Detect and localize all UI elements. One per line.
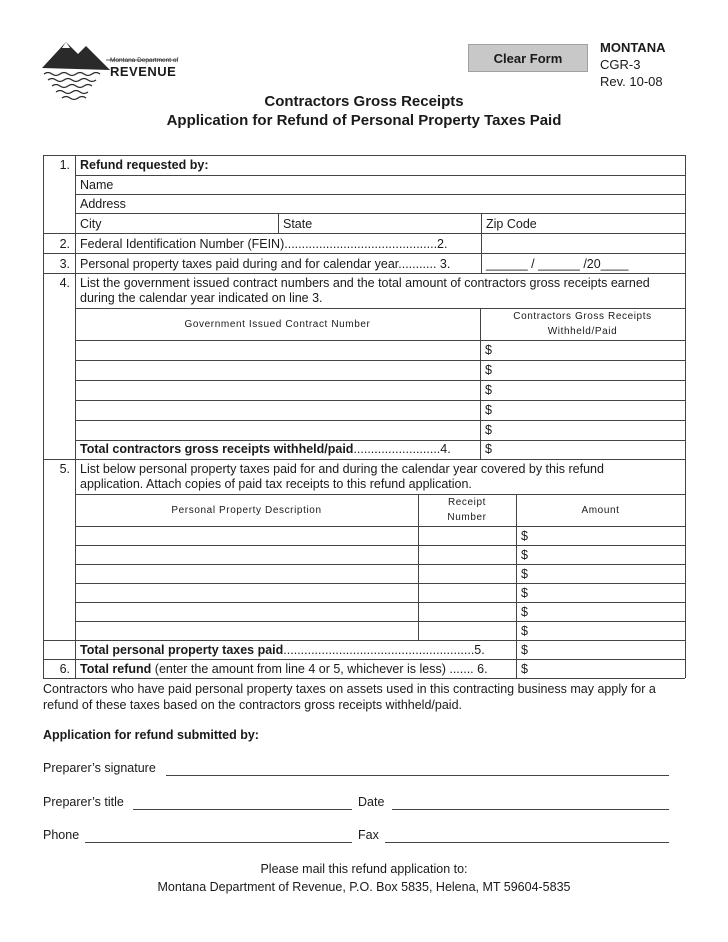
property-description-column-header: Personal Property Description — [171, 505, 322, 516]
agency-name: REVENUE — [110, 64, 177, 79]
signature-field[interactable] — [166, 775, 669, 776]
total-refund-instructions: (enter the amount from line 4 or 5, whichever is less) ....... 6. — [154, 662, 488, 676]
fax-field[interactable] — [385, 842, 669, 843]
property-amount-field[interactable]: $ — [521, 548, 528, 562]
withheld-column-header: Contractors Gross Receipts — [513, 311, 652, 322]
signature-label: Preparer’s signature — [43, 761, 156, 775]
total-refund-field[interactable]: $ — [521, 662, 528, 676]
phone-field[interactable] — [85, 842, 352, 843]
eligibility-note-cont: refund of these taxes based on the contractors gross receipts withheld/paid. — [43, 698, 462, 712]
mail-instructions: Please mail this refund application to: — [260, 862, 468, 876]
line-number-3: 3. — [59, 257, 70, 271]
address-field[interactable]: Address — [80, 197, 126, 211]
receipt-number-fields[interactable] — [419, 527, 515, 639]
page-subtitle: Application for Refund of Personal Property Taxes Paid — [166, 112, 562, 129]
contract-number-column-header: Government Issued Contract Number — [184, 319, 371, 330]
property-amount-field[interactable]: $ — [521, 567, 528, 581]
line4-instructions: List the government issued contract numbers and the total amount of contractors gross receipts earned — [80, 276, 650, 290]
calendar-year-field[interactable]: ______ / ______ /20____ — [486, 257, 629, 271]
fein-field[interactable] — [481, 234, 685, 253]
line-number-4: 4. — [59, 276, 70, 290]
line5-instructions-cont: application. Attach copies of paid tax receipts to this refund application. — [80, 477, 472, 491]
total-refund-row — [80, 662, 488, 676]
line-number-5: 5. — [59, 462, 70, 476]
revision: Rev. 10-08 — [600, 74, 663, 89]
property-amount-field[interactable]: $ — [521, 605, 528, 619]
withheld-column-header-cont: Withheld/Paid — [547, 326, 618, 337]
zip-code-field[interactable]: Zip Code — [486, 217, 537, 231]
line4-instructions-cont: during the calendar year indicated on line 3. — [80, 291, 323, 305]
state-name: MONTANA — [600, 40, 666, 55]
property-amount-field[interactable]: $ — [521, 586, 528, 600]
clear-form-button[interactable]: Clear Form — [468, 44, 588, 72]
line5-total-label: Total personal property taxes paid — [80, 643, 284, 657]
city-field[interactable]: City — [80, 217, 102, 231]
line4-total-row — [80, 442, 451, 456]
receipt-column-header: Receipt — [447, 497, 487, 508]
line-number-1: 1. — [59, 158, 70, 172]
fein-label: Federal Identification Number (FEIN)............................................2. — [80, 237, 448, 251]
line5-total-row — [80, 643, 485, 657]
line-number-6: 6. — [59, 662, 70, 676]
taxes-paid-year-label: Personal property taxes paid during and for calendar year........... 3. — [80, 257, 451, 271]
refund-requested-label: Refund requested by: — [80, 158, 209, 172]
line-number-2: 2. — [59, 237, 70, 251]
total-refund-label: Total refund — [80, 662, 152, 676]
preparer-title-label: Preparer’s title — [43, 795, 124, 809]
receipt-column-header-cont: Number — [447, 512, 487, 523]
date-label: Date — [358, 795, 385, 809]
preparer-title-field[interactable] — [133, 809, 352, 810]
mountain-icon — [42, 42, 110, 70]
phone-label: Phone — [43, 828, 80, 842]
date-field[interactable] — [392, 809, 669, 810]
line5-total-field[interactable]: $ — [521, 643, 528, 657]
eligibility-note: Contractors who have paid personal property taxes on assets used in this contracting business may apply for a — [43, 682, 656, 696]
name-field[interactable]: Name — [80, 178, 114, 192]
property-amount-field[interactable]: $ — [521, 529, 528, 543]
line5-instructions: List below personal property taxes paid for and during the calendar year covered by this refund — [80, 462, 604, 476]
agency-small-text: Montana Department of — [110, 57, 179, 64]
line5-total-dots: .......................................................5. — [283, 643, 485, 657]
property-description-fields[interactable] — [76, 527, 417, 639]
state-field[interactable]: State — [283, 217, 313, 231]
contract-number-fields[interactable] — [76, 341, 479, 439]
property-amount-field[interactable]: $ — [521, 624, 528, 638]
mailing-address: Montana Department of Revenue, P.O. Box 5835, Helena, MT 59604-5835 — [157, 880, 571, 894]
line4-total-label: Total contractors gross receipts withheld/paid — [80, 442, 354, 456]
fax-label: Fax — [358, 828, 379, 842]
form-number: CGR-3 — [600, 57, 641, 72]
contract-amount-field[interactable]: $ — [485, 343, 492, 357]
line4-total-dots: .........................4. — [353, 442, 451, 456]
amount-column-header: Amount — [581, 505, 620, 516]
contract-amount-field[interactable]: $ — [485, 363, 492, 377]
contract-amount-field[interactable]: $ — [485, 383, 492, 397]
contract-amount-field[interactable]: $ — [485, 423, 492, 437]
contract-amount-field[interactable]: $ — [485, 403, 492, 417]
submitted-by-heading: Application for refund submitted by: — [43, 728, 259, 742]
page-title: Contractors Gross Receipts — [264, 93, 464, 110]
line4-total-field[interactable]: $ — [485, 442, 492, 456]
